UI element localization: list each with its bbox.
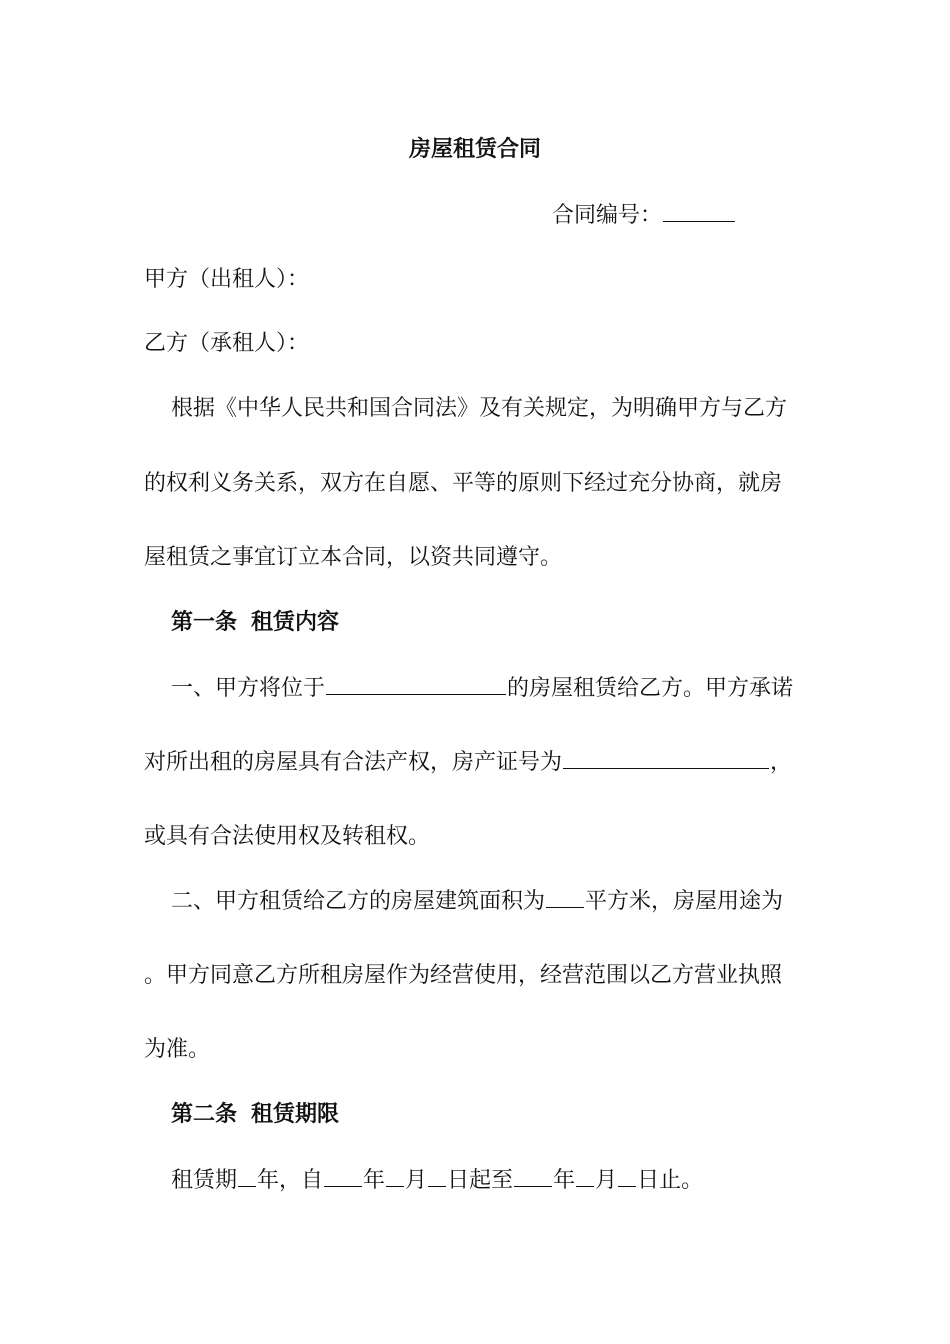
text-segment: 月 bbox=[405, 1168, 428, 1193]
article-2-heading bbox=[171, 1099, 339, 1131]
contract-number-blank bbox=[663, 199, 735, 222]
text-segment: 日止。 bbox=[637, 1168, 704, 1193]
party-a-label: 甲方（出租人）： bbox=[144, 267, 310, 292]
text-segment: 的房屋租赁给乙方。甲方承诺 bbox=[507, 676, 794, 701]
article-1-p2-line-2: 。甲方同意乙方所租房屋作为经营使用，经营范围以乙方营业执照 bbox=[144, 963, 783, 988]
text-segment: 日起至 bbox=[447, 1168, 514, 1193]
contract-number-label: 合同编号： bbox=[552, 203, 663, 228]
end-day-blank bbox=[618, 1164, 636, 1187]
text-segment: 年 bbox=[553, 1168, 576, 1193]
start-year-blank bbox=[324, 1164, 362, 1187]
text-segment: ， bbox=[770, 750, 793, 775]
text-segment: 年 bbox=[363, 1168, 386, 1193]
article-1-number: 第一条 bbox=[171, 610, 238, 635]
article-1-p2-line-3: 为准。 bbox=[144, 1037, 211, 1062]
preamble-line-1: 根据《中华人民共和国合同法》及有关规定，为明确甲方与乙方 bbox=[171, 396, 788, 421]
address-blank bbox=[326, 672, 506, 695]
text-segment: 租赁期 bbox=[171, 1168, 238, 1193]
text-segment: 一、甲方将位于 bbox=[171, 676, 326, 701]
article-1-p1-line-1 bbox=[171, 672, 793, 705]
text-segment: 年，自 bbox=[257, 1168, 324, 1193]
preamble-line-2: 的权利义务关系，双方在自愿、平等的原则下经过充分协商，就房 bbox=[144, 471, 783, 496]
article-1-p1-line-3: 或具有合法使用权及转租权。 bbox=[144, 824, 431, 849]
article-1-title: 租赁内容 bbox=[251, 610, 340, 635]
party-b-label: 乙方（承租人）： bbox=[144, 331, 310, 356]
article-1-p2-line-1 bbox=[171, 885, 783, 918]
article-1-p1-line-2 bbox=[144, 746, 792, 779]
text-segment: 二、甲方租赁给乙方的房屋建筑面积为 bbox=[171, 889, 546, 914]
article-1-heading bbox=[171, 607, 339, 639]
text-segment: 平方米，房屋用途为 bbox=[585, 889, 784, 914]
contract-number-line bbox=[552, 199, 736, 232]
area-blank bbox=[546, 885, 584, 908]
start-day-blank bbox=[428, 1164, 446, 1187]
article-2-number: 第二条 bbox=[171, 1102, 238, 1127]
document-title: 房屋租赁合同 bbox=[408, 137, 541, 162]
article-2-term-line bbox=[171, 1164, 703, 1197]
end-year-blank bbox=[514, 1164, 552, 1187]
years-blank bbox=[238, 1164, 256, 1187]
text-segment: 月 bbox=[595, 1168, 618, 1193]
end-month-blank bbox=[576, 1164, 594, 1187]
preamble-line-3: 屋租赁之事宜订立本合同，以资共同遵守。 bbox=[144, 545, 563, 570]
start-month-blank bbox=[386, 1164, 404, 1187]
article-2-title: 租赁期限 bbox=[251, 1102, 340, 1127]
property-certificate-blank bbox=[563, 746, 769, 769]
text-segment: 对所出租的房屋具有合法产权，房产证号为 bbox=[144, 750, 563, 775]
